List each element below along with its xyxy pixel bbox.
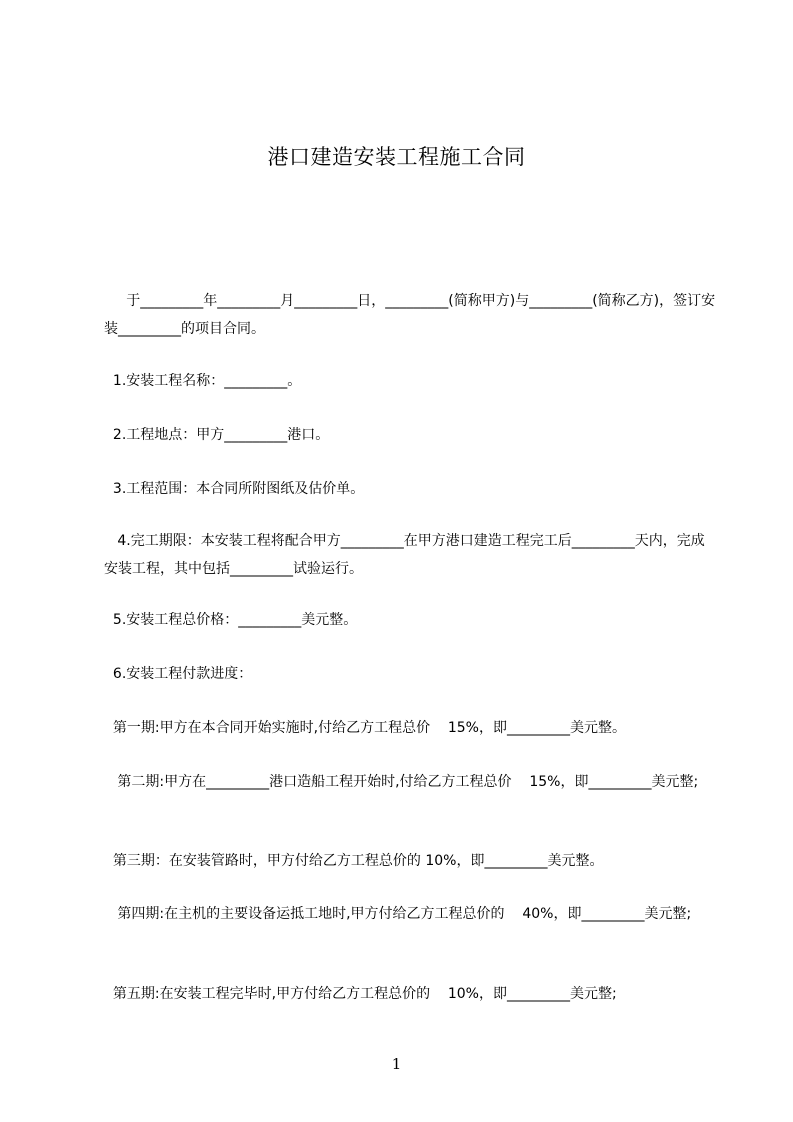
- clause-total-price: 5.安装工程总价格：_________美元整。: [104, 612, 358, 628]
- page-number: 1: [391, 1055, 402, 1073]
- payment-phase-2: 第二期:甲方在_________港口造船工程开始时,付给乙方工程总价 15%，即_________美元整;: [104, 774, 699, 790]
- document-title: 港口建造安装工程施工合同: [267, 145, 526, 169]
- intro-paragraph: 于_________年_________月_________日，_________(简称甲方)与_________(简称乙方)，签订安装_________的项目合同。: [104, 293, 716, 337]
- payment-phase-4: 第四期:在主机的主要设备运抵工地时,甲方付给乙方工程总价的 40%，即_________美元整;: [104, 906, 692, 922]
- clause-completion-period: 4.完工期限：本安装工程将配合甲方_________在甲方港口建造工程完工后_________天内，完成安装工程，其中包括_________试验运行。: [104, 533, 705, 577]
- clause-project-name: 1.安装工程名称：_________。: [104, 373, 302, 389]
- clause-project-location: 2.工程地点：甲方_________港口。: [104, 427, 330, 443]
- clause-project-scope: 3.工程范围：本合同所附图纸及估价单。: [104, 481, 365, 497]
- payment-phase-5: 第五期:在安装工程完毕时,甲方付给乙方工程总价的 10%，即_________美元整;: [104, 986, 617, 1002]
- clause-payment-schedule: 6.安装工程付款进度：: [104, 666, 253, 682]
- payment-phase-1: 第一期:甲方在本合同开始实施时,付给乙方工程总价 15%，即_________美元整。: [104, 720, 626, 736]
- payment-phase-3: 第三期：在安装管路时，甲方付给乙方工程总价的 10%，即_________美元整。: [104, 853, 604, 869]
